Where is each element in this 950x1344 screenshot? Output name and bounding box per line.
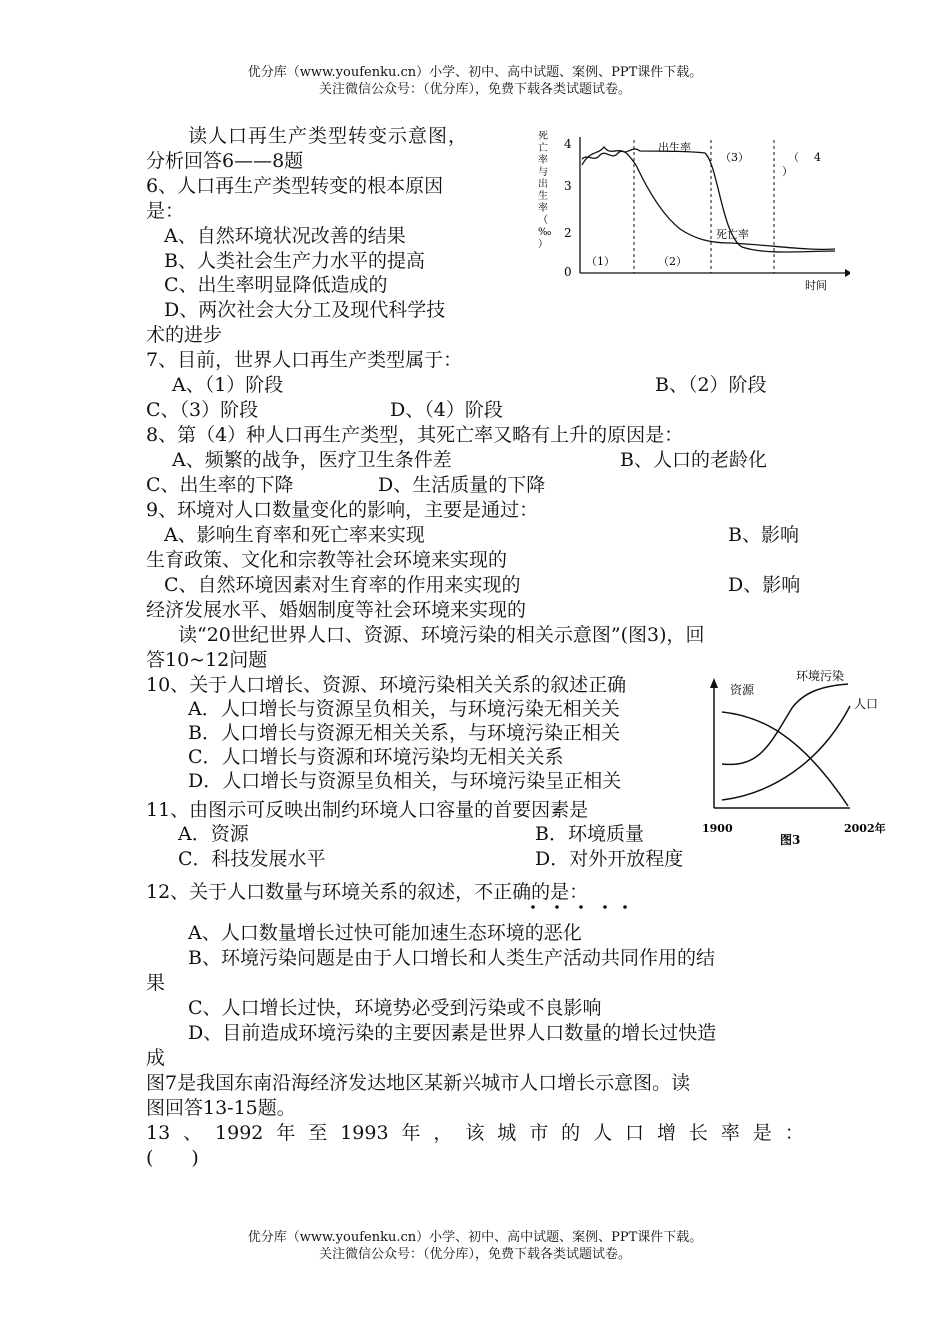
q8-option-b: B、人口的老龄化 [620,449,767,471]
y-axis-label-char: 率 [538,203,548,214]
q10-block [146,673,694,793]
q10-stem: 10、关于人口增长、资源、环境污染相关关系的叙述正确 [146,674,627,696]
q6-stem-2: 是： [146,200,185,222]
q12-option-a: A、人口数量增长过快可能加速生态环境的恶化 [188,922,582,944]
q7-option-d: D、（4）阶段 [390,399,503,421]
q11-stem: 11、由图示可反映出制约环境人口容量的首要因素是 [146,799,589,821]
y-axis-label-group [538,130,551,250]
q9-option-a: A、影响生育率和死亡率来实现 [164,524,425,546]
q9-option-b-1: B、影响 [728,524,799,546]
y-axis-label-char: 与 [538,167,548,178]
q9-option-d-2: 经济发展水平、婚姻制度等社会环境来实现的 [146,599,527,621]
intro-3-line-1: 图7是我国东南沿海经济发达地区某新兴城市人口增长示意图。读 [146,1072,691,1094]
pollution-label: 环境污染 [796,669,845,683]
y-tick-0: 0 [564,265,572,279]
q8-option-a: A、频繁的战争，医疗卫生条件差 [172,449,452,471]
reproduction-type-chart [530,125,850,295]
intro-2-line-1: 读“20世纪世界人口、资源、环境污染的相关示意图”(图3)，回 [178,624,705,646]
q6-stem-1: 6、人口再生产类型转变的根本原因 [146,175,444,197]
q6-option-b: B、人类社会生产力水平的提高 [164,250,425,272]
y-axis-label-char: 出 [538,179,548,190]
y-tick-4: 4 [564,137,572,151]
q6-option-a: A、自然环境状况改善的结果 [164,225,406,247]
q13-stem: 13 、 1992 年 至 1993 年 ， 该 城 市 的 人 口 增 长 率 是 ： [146,1122,804,1144]
y-tick-3: 3 [564,179,572,193]
figure-3-caption: 图3 [780,833,801,847]
y-tick-2: 2 [564,226,572,240]
stage-4-open: （ [788,151,799,164]
y-axis-label-char: 率 [538,155,548,166]
y-axis-label-char: 亡 [538,143,548,154]
q8-stem: 8、第（4）种人口再生产类型，其死亡率又略有上升的原因是： [146,424,684,446]
footer-line-2: 关注微信公众号：（优分库），免费下载各类试题试卷。 [318,1247,631,1262]
q10-option-a: A．人口增长与资源呈负相关，与环境污染无相关关 [188,698,620,720]
end-year-label: 2002年 [844,822,886,835]
death-rate-label: 死亡率 [716,228,749,241]
emphasis-dots [525,902,635,912]
q12-stem: 12、关于人口数量与环境关系的叙述，不正确的是： [146,881,589,903]
q13-answer-parentheses: ( ) [146,1147,199,1169]
q8-option-d: D、生活质量的下降 [378,474,546,496]
q7-option-a: A、（1）阶段 [172,374,284,396]
start-year-label: 1900 [702,822,733,835]
footer-line-1: 优分库（www.youfenku.cn）小学、初中、高中试题、案例、PPT课件下载。 [247,1230,703,1245]
intro-3-line-2: 图回答13-15题。 [146,1097,296,1119]
resource-curve [722,712,848,806]
fig3-y-axis-arrow [710,678,718,688]
q12-option-b-1: B、环境污染问题是由于人口增长和人类生产活动共同作用的结 [188,947,715,969]
resource-label: 资源 [730,683,755,697]
population-label: 人口 [854,697,879,711]
stage-2-label: （2） [658,255,687,268]
y-axis-label-char: ‰ [538,227,552,238]
x-axis-label: 时间 [805,279,827,292]
q6-option-d-2: 术的进步 [146,324,223,346]
q9-stem: 9、环境对人口数量变化的影响，主要是通过： [146,499,539,521]
q6-option-d-1: D、两次社会大分工及现代科学技 [164,299,446,321]
x-axis-arrow [845,269,850,277]
birth-rate-label: 出生率 [658,141,691,154]
q7-stem: 7、目前，世界人口再生产类型属于： [146,349,463,371]
q9-option-b-2: 生育政策、文化和宗教等社会环境来实现的 [146,549,508,571]
q11-option-a: A．资源 [178,823,249,845]
intro-1-line-2: 分析回答6——8题 [146,150,304,172]
intro-2-line-2: 答10~12问题 [146,649,268,671]
stage-4-close: ） [782,165,793,178]
q12-option-b-2: 果 [146,972,166,994]
q10-option-d: D．人口增长与资源呈负相关，与环境污染呈正相关 [188,770,622,792]
y-axis-label-char: 生 [538,191,548,202]
q12-option-c: C、人口增长过快，环境势必受到污染或不良影响 [188,997,602,1019]
y-axis-label-char: 死 [538,131,548,142]
page-header [0,64,950,98]
stage-4-number: 4 [814,151,821,164]
population-resource-pollution-chart [700,664,900,854]
intro-1-line-1: 读人口再生产类型转变示意图， [188,125,469,147]
q12-option-d-2: 成 [146,1047,166,1069]
stage-1-label: （1） [586,255,615,268]
q7-option-b: B、（2）阶段 [655,374,767,396]
header-line-2: 关注微信公众号：（优分库），免费下载各类试题试卷。 [318,82,631,97]
y-axis-label-char: ） [538,239,548,250]
page-footer [0,1229,950,1263]
q7-option-c: C、（3）阶段 [146,399,259,421]
stage-3-label: （3） [720,151,749,164]
q12-option-d-1: D、目前造成环境污染的主要因素是世界人口数量的增长过快造 [188,1022,717,1044]
y-axis-label-char: （ [538,215,548,226]
death-rate-curve [582,151,835,249]
q9-option-d-1: D、影响 [728,574,801,596]
q10-option-b: B．人口增长与资源无相关关系，与环境污染正相关 [188,722,620,744]
q9-option-c: C、自然环境因素对生育率的作用来实现的 [164,574,521,596]
q8-option-c: C、出生率的下降 [146,474,294,496]
q11-option-d: D．对外开放程度 [535,848,684,870]
q11-option-c: C．科技发展水平 [178,848,326,870]
q10-option-c: C．人口增长与资源和环境污染均无相关关系 [188,746,564,768]
header-line-1: 优分库（www.youfenku.cn）小学、初中、高中试题、案例、PPT课件下载。 [247,65,703,80]
q6-option-c: C、出生率明显降低造成的 [164,274,388,296]
q11-option-b: B．环境质量 [535,823,644,845]
population-curve [722,706,850,800]
